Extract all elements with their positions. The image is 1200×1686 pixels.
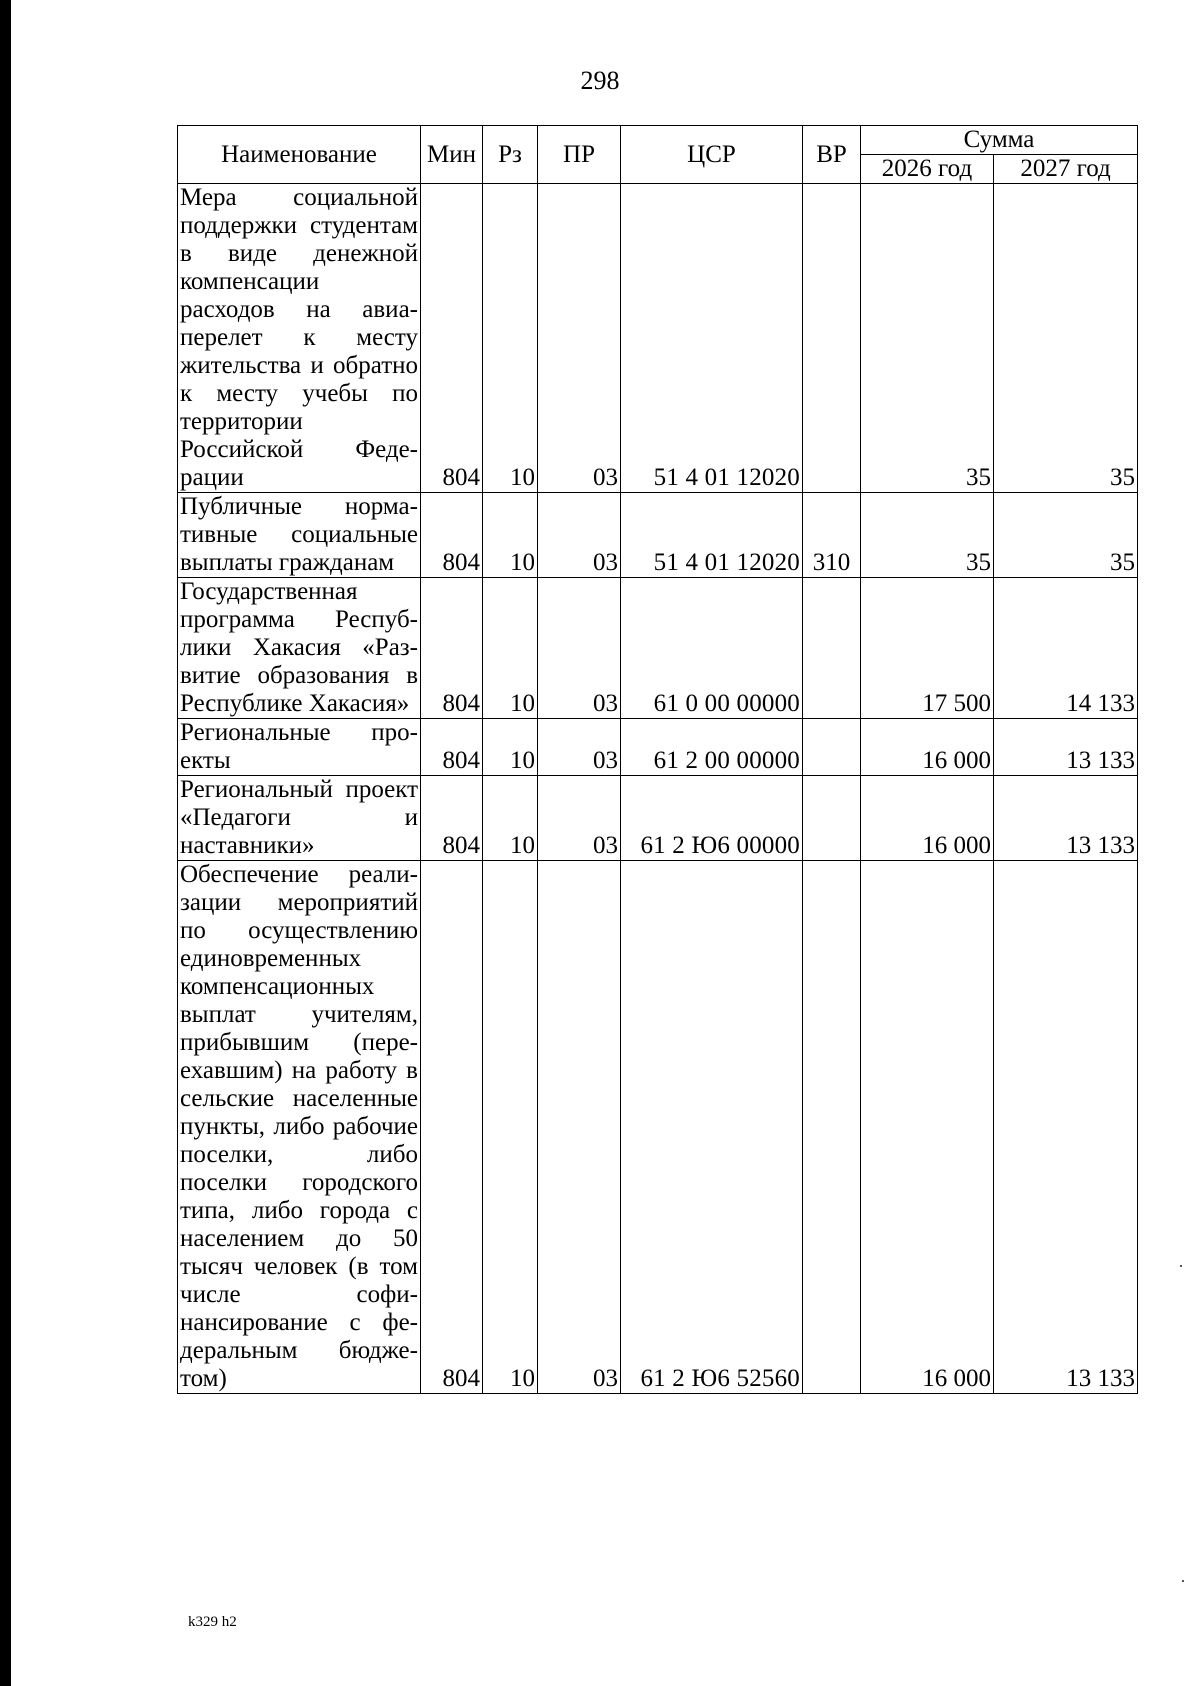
row-name: Мера социальной поддержки студентам в виде денежной компенсации расходов на авиаперелет к месту жительства и обратно к месту учебы по территории Российской Федерации — [178, 184, 421, 493]
row-min: 804 — [421, 184, 483, 493]
header-rz: Рз — [483, 126, 538, 184]
row-min: 804 — [421, 719, 483, 776]
row-vr — [803, 776, 861, 861]
row-vr — [803, 578, 861, 719]
footer-code: k329 h2 — [188, 1614, 237, 1630]
row-sum-2026: 35 — [861, 184, 994, 493]
row-csr: 51 4 01 12020 — [621, 184, 803, 493]
header-vr: ВР — [803, 126, 861, 184]
row-pr: 03 — [538, 776, 621, 861]
row-name: Региональные проекты — [178, 719, 421, 776]
row-name: Региональный проект «Педагоги и наставники» — [178, 776, 421, 861]
row-name: Публичные нормативные социальные выплаты гражданам — [178, 493, 421, 578]
header-row-top — [178, 126, 1138, 155]
row-sum-2027: 35 — [994, 493, 1138, 578]
row-min: 804 — [421, 578, 483, 719]
row-csr: 61 2 Ю6 52560 — [621, 861, 803, 1394]
row-pr: 03 — [538, 861, 621, 1394]
row-name: Обеспечение реализации мероприятий по осуществлению единовременных компенсационных выплат учителям, прибывшим (переехавшим) на работу в сельские населенные пункты, либо рабочие поселки, либо поселки городского типа, либо города с населением до 50 тысяч человек (в том числе софинансирование с федеральным бюджетом) — [178, 861, 421, 1394]
row-pr: 03 — [538, 493, 621, 578]
row-sum-2027: 13 133 — [994, 719, 1138, 776]
row-rz: 10 — [483, 578, 538, 719]
header-name: Наименование — [178, 126, 421, 184]
header-year-2027: 2027 год — [994, 155, 1138, 184]
row-csr: 51 4 01 12020 — [621, 493, 803, 578]
table-row — [178, 493, 1138, 578]
row-rz: 10 — [483, 493, 538, 578]
row-pr: 03 — [538, 578, 621, 719]
row-sum-2027: 35 — [994, 184, 1138, 493]
row-rz: 10 — [483, 719, 538, 776]
scan-speck — [1182, 1580, 1184, 1582]
header-min: Мин — [421, 126, 483, 184]
row-min: 804 — [421, 493, 483, 578]
table-row — [178, 719, 1138, 776]
row-sum-2026: 16 000 — [861, 719, 994, 776]
row-vr: 310 — [803, 493, 861, 578]
row-sum-2027: 13 133 — [994, 776, 1138, 861]
table-row — [178, 578, 1138, 719]
header-sum: Сумма — [861, 126, 1138, 155]
table-row — [178, 184, 1138, 493]
row-vr — [803, 184, 861, 493]
scan-left-edge — [0, 0, 11, 1686]
row-pr: 03 — [538, 719, 621, 776]
row-min: 804 — [421, 861, 483, 1394]
row-rz: 10 — [483, 184, 538, 493]
row-sum-2026: 35 — [861, 493, 994, 578]
header-year-2026: 2026 год — [861, 155, 994, 184]
row-vr — [803, 861, 861, 1394]
scan-speck — [1180, 1265, 1182, 1267]
page-number: 298 — [580, 66, 620, 95]
row-sum-2026: 16 000 — [861, 861, 994, 1394]
table-row — [178, 776, 1138, 861]
row-name: Государственная программа Республики Хакасия «Развитие образования в Республике Хакасия» — [178, 578, 421, 719]
header-csr: ЦСР — [621, 126, 803, 184]
row-pr: 03 — [538, 184, 621, 493]
table-row — [178, 861, 1138, 1394]
row-sum-2027: 14 133 — [994, 578, 1138, 719]
row-vr — [803, 719, 861, 776]
row-csr: 61 0 00 00000 — [621, 578, 803, 719]
header-pr: ПР — [538, 126, 621, 184]
row-rz: 10 — [483, 776, 538, 861]
budget-table — [177, 125, 1138, 1394]
row-sum-2026: 16 000 — [861, 776, 994, 861]
row-min: 804 — [421, 776, 483, 861]
row-sum-2027: 13 133 — [994, 861, 1138, 1394]
row-csr: 61 2 Ю6 00000 — [621, 776, 803, 861]
row-sum-2026: 17 500 — [861, 578, 994, 719]
row-rz: 10 — [483, 861, 538, 1394]
row-csr: 61 2 00 00000 — [621, 719, 803, 776]
